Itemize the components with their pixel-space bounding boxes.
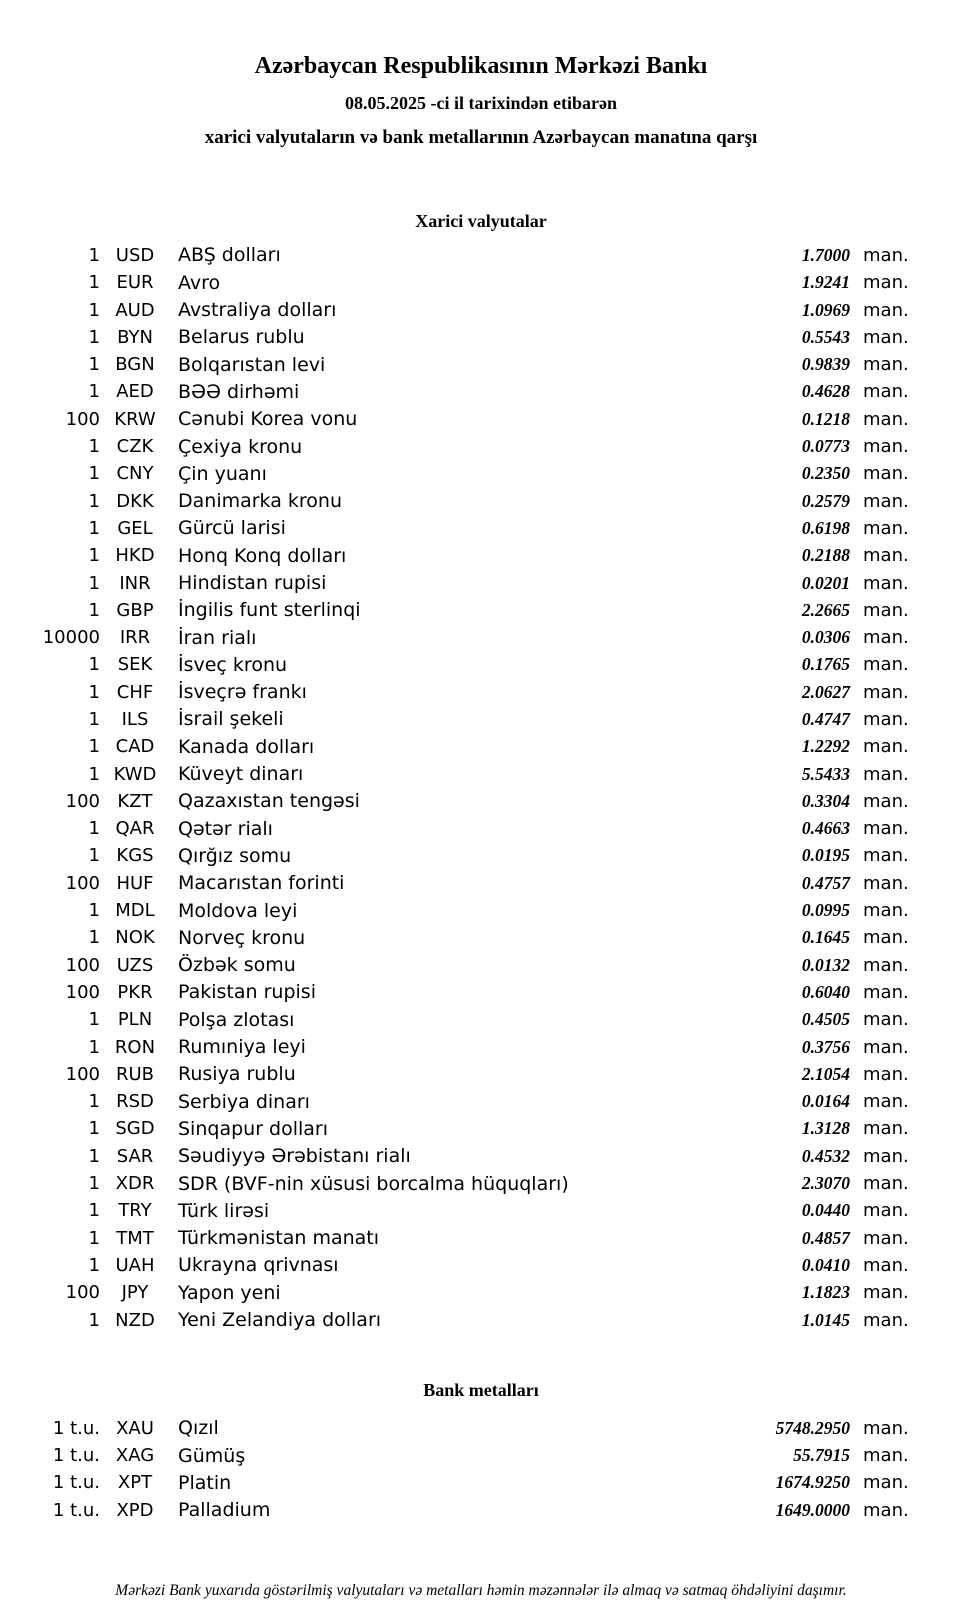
rate-row [0, 788, 962, 815]
unit-label: man. [863, 1009, 909, 1031]
unit-label: man. [863, 654, 909, 676]
currency-code: KWD [113, 763, 157, 785]
unit-label: man. [863, 436, 909, 458]
currency-name: Küveyt dinarı [178, 763, 304, 786]
unit-label: man. [863, 354, 909, 376]
unit-label: man. [863, 299, 909, 321]
currency-code: CZK [116, 436, 154, 458]
exchange-rate-value: 0.0132 [801, 954, 850, 975]
unit-label: man. [863, 900, 909, 922]
currency-name: SDR (BVF-nin xüsusi borcalma hüquqları) [178, 1172, 569, 1195]
exchange-rate-value: 0.4532 [801, 1145, 850, 1166]
rate-row [0, 870, 962, 897]
exchange-rate-value: 0.0410 [801, 1254, 850, 1275]
exchange-rate-value: 1.0145 [801, 1309, 850, 1330]
currency-name: Yapon yeni [178, 1281, 281, 1304]
unit-label: man. [863, 599, 909, 621]
currency-name: Pakistan rupisi [178, 981, 316, 1004]
exchange-rate-value: 2.3070 [801, 1173, 850, 1194]
rate-row [0, 624, 962, 651]
exchange-rate-value: 2.0627 [801, 681, 850, 702]
unit-label: man. [863, 463, 909, 485]
quantity-value: 1 [88, 436, 100, 458]
rate-row [0, 406, 962, 433]
unit-label: man. [863, 1200, 909, 1222]
currency-code: KGS [116, 845, 154, 867]
rate-row [0, 1143, 962, 1170]
quantity-value: 1 [88, 599, 100, 621]
unit-label: man. [863, 981, 909, 1003]
currency-code: SAR [116, 1145, 154, 1167]
unit-label: man. [863, 1417, 909, 1439]
quantity-value: 1 [88, 736, 100, 758]
currency-name: Rusiya rublu [178, 1063, 296, 1086]
currency-name: Gürcü larisi [178, 517, 286, 540]
currency-name: Sinqapur dolları [178, 1117, 329, 1140]
exchange-rate-value: 5748.2950 [775, 1417, 850, 1438]
metal-rate-table [0, 1415, 962, 1524]
quantity-value: 1 [88, 1309, 100, 1331]
quantity-value: 1 t.u. [52, 1499, 100, 1521]
currency-name: Cənubi Korea vonu [178, 408, 358, 431]
currency-code: RON [114, 1036, 156, 1058]
rate-row [0, 1224, 962, 1251]
rate-row [0, 1306, 962, 1333]
currency-name: BƏƏ dirhəmi [178, 380, 300, 403]
currency-code: HUF [116, 872, 154, 894]
rate-row [0, 679, 962, 706]
quantity-value: 1 [88, 572, 100, 594]
exchange-rate-value: 0.4757 [801, 872, 850, 893]
exchange-rate-value: 0.4663 [801, 818, 850, 839]
currency-code: XAU [116, 1417, 154, 1439]
currency-code: PKR [117, 981, 153, 1003]
currency-code: BYN [117, 326, 153, 348]
rate-row [0, 1170, 962, 1197]
quantity-value: 1 t.u. [52, 1417, 100, 1439]
rate-row [0, 1497, 962, 1524]
rate-row [0, 542, 962, 569]
exchange-rate-value: 0.0195 [801, 845, 850, 866]
unit-label: man. [863, 326, 909, 348]
unit-label: man. [863, 1145, 909, 1167]
currency-code: CNY [116, 463, 154, 485]
currency-code: CAD [115, 736, 155, 758]
currency-name: Serbiya dinarı [178, 1090, 310, 1113]
currency-code: PLN [117, 1009, 153, 1031]
rate-row [0, 487, 962, 514]
rate-row [0, 1006, 962, 1033]
rate-row [0, 351, 962, 378]
exchange-rate-value: 0.4505 [801, 1009, 850, 1030]
exchange-rate-value: 0.0201 [801, 572, 850, 593]
exchange-rate-value: 1674.9250 [775, 1472, 850, 1493]
currency-name: Özbək somu [178, 954, 296, 977]
rate-row [0, 897, 962, 924]
exchange-rate-value: 0.1218 [801, 408, 850, 429]
rate-row [0, 1442, 962, 1469]
quantity-value: 100 [65, 1282, 100, 1304]
unit-label: man. [863, 1472, 909, 1494]
currency-code: JPY [121, 1282, 149, 1304]
currency-code: XPT [117, 1472, 153, 1494]
currency-name: Avstraliya dolları [178, 299, 337, 322]
currency-rate-table [0, 242, 962, 1334]
exchange-rate-value: 0.0773 [801, 436, 850, 457]
metals-section-heading: Bank metalları [423, 1379, 539, 1400]
currency-name: Palladium [178, 1499, 271, 1522]
currency-code: XDR [115, 1173, 155, 1195]
disclaimer-note: Mərkəzi Bank yuxarıda göstərilmiş valyutaları və metalları həmin məzənnələr ilə almaq və satmaq öhdəliyini daşımır. [115, 1581, 847, 1599]
quantity-value: 100 [65, 408, 100, 430]
quantity-value: 1 [88, 326, 100, 348]
rate-row [0, 1279, 962, 1306]
rate-row [0, 1252, 962, 1279]
unit-label: man. [863, 736, 909, 758]
quantity-value: 1 [88, 681, 100, 703]
currency-name: Kanada dolları [178, 735, 315, 758]
exchange-rate-value: 0.2350 [801, 463, 850, 484]
exchange-rate-value: 1.3128 [801, 1118, 850, 1139]
currency-name: Çexiya kronu [178, 435, 303, 458]
exchange-rate-value: 0.6040 [801, 981, 850, 1002]
exchange-rate-value: 1.9241 [801, 272, 850, 293]
exchange-rate-value: 0.0306 [801, 627, 850, 648]
exchange-rate-value: 0.4628 [801, 381, 850, 402]
rate-row [0, 1197, 962, 1224]
currency-name: Qırğız somu [178, 844, 292, 867]
currency-code: SEK [117, 654, 153, 676]
quantity-value: 1 [88, 763, 100, 785]
rate-row [0, 1061, 962, 1088]
quantity-value: 1 [88, 1173, 100, 1195]
exchange-rate-value: 0.0995 [801, 900, 850, 921]
unit-label: man. [863, 1091, 909, 1113]
currency-name: Avro [178, 271, 221, 294]
rate-row [0, 296, 962, 323]
quantity-value: 10000 [42, 627, 100, 649]
currency-code: IRR [119, 627, 151, 649]
currency-code: DKK [116, 490, 154, 512]
currency-name: Platin [178, 1471, 232, 1494]
unit-label: man. [863, 681, 909, 703]
exchange-rate-value: 1.2292 [801, 736, 850, 757]
currency-code: KRW [114, 408, 156, 430]
quantity-value: 1 [88, 1145, 100, 1167]
rate-row [0, 515, 962, 542]
currency-code: AED [116, 381, 154, 403]
exchange-rate-value: 0.2188 [801, 545, 850, 566]
quantity-value: 1 [88, 490, 100, 512]
currency-name: Türkmənistan manatı [178, 1227, 380, 1250]
quantity-value: 1 [88, 244, 100, 266]
currency-code: AUD [115, 299, 155, 321]
rate-row [0, 460, 962, 487]
unit-label: man. [863, 572, 909, 594]
currency-code: UAH [115, 1254, 155, 1276]
unit-label: man. [863, 954, 909, 976]
currency-code: HKD [115, 545, 155, 567]
rate-row [0, 269, 962, 296]
unit-label: man. [863, 1445, 909, 1467]
unit-label: man. [863, 517, 909, 539]
unit-label: man. [863, 1227, 909, 1249]
currency-name: İsrail şekeli [178, 708, 284, 731]
document-header [0, 52, 962, 149]
quantity-value: 100 [65, 954, 100, 976]
currency-code: INR [119, 572, 151, 594]
rate-row [0, 706, 962, 733]
quantity-value: 1 [88, 1009, 100, 1031]
document-subtitle: xarici valyutaların və bank metallarının Azərbaycan manatına qarşı [204, 126, 758, 148]
currency-name: Belarus rublu [178, 326, 305, 349]
unit-label: man. [863, 272, 909, 294]
quantity-value: 100 [65, 790, 100, 812]
quantity-value: 1 [88, 381, 100, 403]
currency-code: CHF [116, 681, 154, 703]
rate-row [0, 760, 962, 787]
currency-code: GBP [116, 599, 154, 621]
rate-row [0, 1033, 962, 1060]
exchange-rate-value: 1.1823 [801, 1282, 850, 1303]
rate-row [0, 378, 962, 405]
exchange-rate-value: 0.1645 [801, 927, 850, 948]
currency-code: NZD [115, 1309, 155, 1331]
currency-name: İran rialı [178, 626, 257, 649]
quantity-value: 1 [88, 517, 100, 539]
currency-code: BGN [115, 354, 155, 376]
exchange-rate-value: 0.0164 [801, 1091, 850, 1112]
rate-row [0, 842, 962, 869]
unit-label: man. [863, 1063, 909, 1085]
exchange-rate-value: 0.2579 [801, 490, 850, 511]
quantity-value: 1 t.u. [52, 1472, 100, 1494]
rate-row [0, 1115, 962, 1142]
exchange-rate-value: 0.0440 [801, 1200, 850, 1221]
currency-code: GEL [117, 517, 153, 539]
currency-code: XAG [115, 1445, 155, 1467]
rate-row [0, 1088, 962, 1115]
currency-name: İsveçrə frankı [178, 681, 307, 704]
quantity-value: 1 [88, 1118, 100, 1140]
exchange-rate-value: 0.3756 [801, 1036, 850, 1057]
unit-label: man. [863, 927, 909, 949]
quantity-value: 1 [88, 354, 100, 376]
currency-code: UZS [116, 954, 154, 976]
rate-row [0, 433, 962, 460]
currency-name: Bolqarıstan levi [178, 353, 326, 376]
exchange-rate-value: 0.6198 [801, 517, 850, 538]
unit-label: man. [863, 763, 909, 785]
rate-row [0, 1415, 962, 1442]
quantity-value: 1 [88, 272, 100, 294]
currency-name: Qətər rialı [178, 817, 273, 840]
rate-row [0, 924, 962, 951]
currency-code: EUR [116, 272, 154, 294]
quantity-value: 1 [88, 1200, 100, 1222]
currency-name: İngilis funt sterlinqi [178, 599, 361, 622]
quantity-value: 1 [88, 1227, 100, 1249]
currency-code: RSD [116, 1091, 154, 1113]
currency-code: SGD [115, 1118, 155, 1140]
unit-label: man. [863, 490, 909, 512]
unit-label: man. [863, 872, 909, 894]
quantity-value: 100 [65, 1063, 100, 1085]
currency-code: TMT [116, 1227, 154, 1249]
quantity-value: 1 [88, 1091, 100, 1113]
unit-label: man. [863, 545, 909, 567]
quantity-value: 1 [88, 845, 100, 867]
rate-row [0, 733, 962, 760]
unit-label: man. [863, 408, 909, 430]
unit-label: man. [863, 627, 909, 649]
quantity-value: 1 t.u. [52, 1445, 100, 1467]
currency-name: Ukrayna qrivnası [178, 1254, 339, 1277]
exchange-rate-value: 0.4857 [801, 1227, 850, 1248]
currency-name: ABŞ dolları [178, 244, 281, 267]
exchange-rate-value: 0.1765 [801, 654, 850, 675]
rate-row [0, 1469, 962, 1496]
quantity-value: 1 [88, 1036, 100, 1058]
currency-name: İsveç kronu [178, 653, 288, 676]
exchange-rate-value: 5.5433 [801, 763, 850, 784]
unit-label: man. [863, 1254, 909, 1276]
quantity-value: 1 [88, 818, 100, 840]
currency-code: XPD [116, 1499, 154, 1521]
quantity-value: 1 [88, 545, 100, 567]
currency-code: TRY [118, 1200, 152, 1222]
exchange-rate-value: 2.2665 [801, 599, 850, 620]
exchange-rate-value: 0.5543 [801, 326, 850, 347]
exchange-rate-value: 1.0969 [801, 299, 850, 320]
quantity-value: 1 [88, 900, 100, 922]
unit-label: man. [863, 790, 909, 812]
currency-code: USD [115, 244, 155, 266]
quantity-value: 1 [88, 927, 100, 949]
rate-row [0, 324, 962, 351]
currency-name: Macarıstan forinti [178, 872, 345, 895]
currency-name: Gümüş [178, 1444, 246, 1467]
unit-label: man. [863, 708, 909, 730]
currency-name: Qazaxıstan tengəsi [178, 790, 360, 813]
currency-name: Norveç kronu [178, 926, 306, 949]
unit-label: man. [863, 818, 909, 840]
currency-name: Polşa zlotası [178, 1008, 295, 1031]
unit-label: man. [863, 1118, 909, 1140]
quantity-value: 100 [65, 872, 100, 894]
exchange-rate-value: 1649.0000 [775, 1499, 850, 1520]
currency-name: Rumıniya leyi [178, 1036, 306, 1059]
unit-label: man. [863, 244, 909, 266]
rate-row [0, 242, 962, 269]
exchange-rate-value: 0.9839 [801, 354, 850, 375]
currency-name: Çin yuanı [178, 462, 267, 485]
exchange-rate-value: 0.4747 [801, 708, 850, 729]
exchange-rate-value: 55.7915 [793, 1445, 850, 1466]
bank-title: Azərbaycan Respublikasının Mərkəzi Bankı [254, 53, 708, 79]
currency-code: NOK [115, 927, 155, 949]
exchange-rate-value: 1.7000 [801, 244, 850, 265]
rate-row [0, 597, 962, 624]
rate-row [0, 979, 962, 1006]
unit-label: man. [863, 1173, 909, 1195]
unit-label: man. [863, 845, 909, 867]
currency-name: Səudiyyə Ərəbistanı rialı [178, 1145, 411, 1168]
quantity-value: 1 [88, 463, 100, 485]
exchange-rate-value: 0.3304 [801, 790, 850, 811]
quantity-value: 1 [88, 708, 100, 730]
rate-row [0, 815, 962, 842]
quantity-value: 1 [88, 299, 100, 321]
quantity-value: 1 [88, 1254, 100, 1276]
unit-label: man. [863, 1309, 909, 1331]
currency-code: QAR [115, 818, 155, 840]
rate-row [0, 569, 962, 596]
currency-name: Qızıl [178, 1417, 219, 1440]
currency-name: Yeni Zelandiya dolları [178, 1309, 382, 1332]
currencies-section-heading: Xarici valyutalar [415, 210, 547, 231]
currency-code: ILS [121, 708, 149, 730]
rate-row [0, 651, 962, 678]
unit-label: man. [863, 381, 909, 403]
currency-code: MDL [115, 900, 155, 922]
currency-name: Hindistan rupisi [178, 572, 327, 594]
currency-name: Türk lirəsi [178, 1199, 270, 1222]
currency-name: Moldova leyi [178, 899, 298, 922]
quantity-value: 100 [65, 981, 100, 1003]
quantity-value: 1 [88, 654, 100, 676]
exchange-rate-value: 2.1054 [801, 1063, 850, 1084]
currency-code: RUB [115, 1063, 155, 1085]
effective-date-line: 08.05.2025 -ci il tarixindən etibarən [345, 92, 617, 113]
unit-label: man. [863, 1499, 909, 1521]
unit-label: man. [863, 1036, 909, 1058]
currency-name: Danimarka kronu [178, 490, 343, 513]
unit-label: man. [863, 1282, 909, 1304]
currency-name: Honq Konq dolları [178, 544, 347, 567]
currency-code: KZT [117, 790, 153, 812]
rate-row [0, 952, 962, 979]
